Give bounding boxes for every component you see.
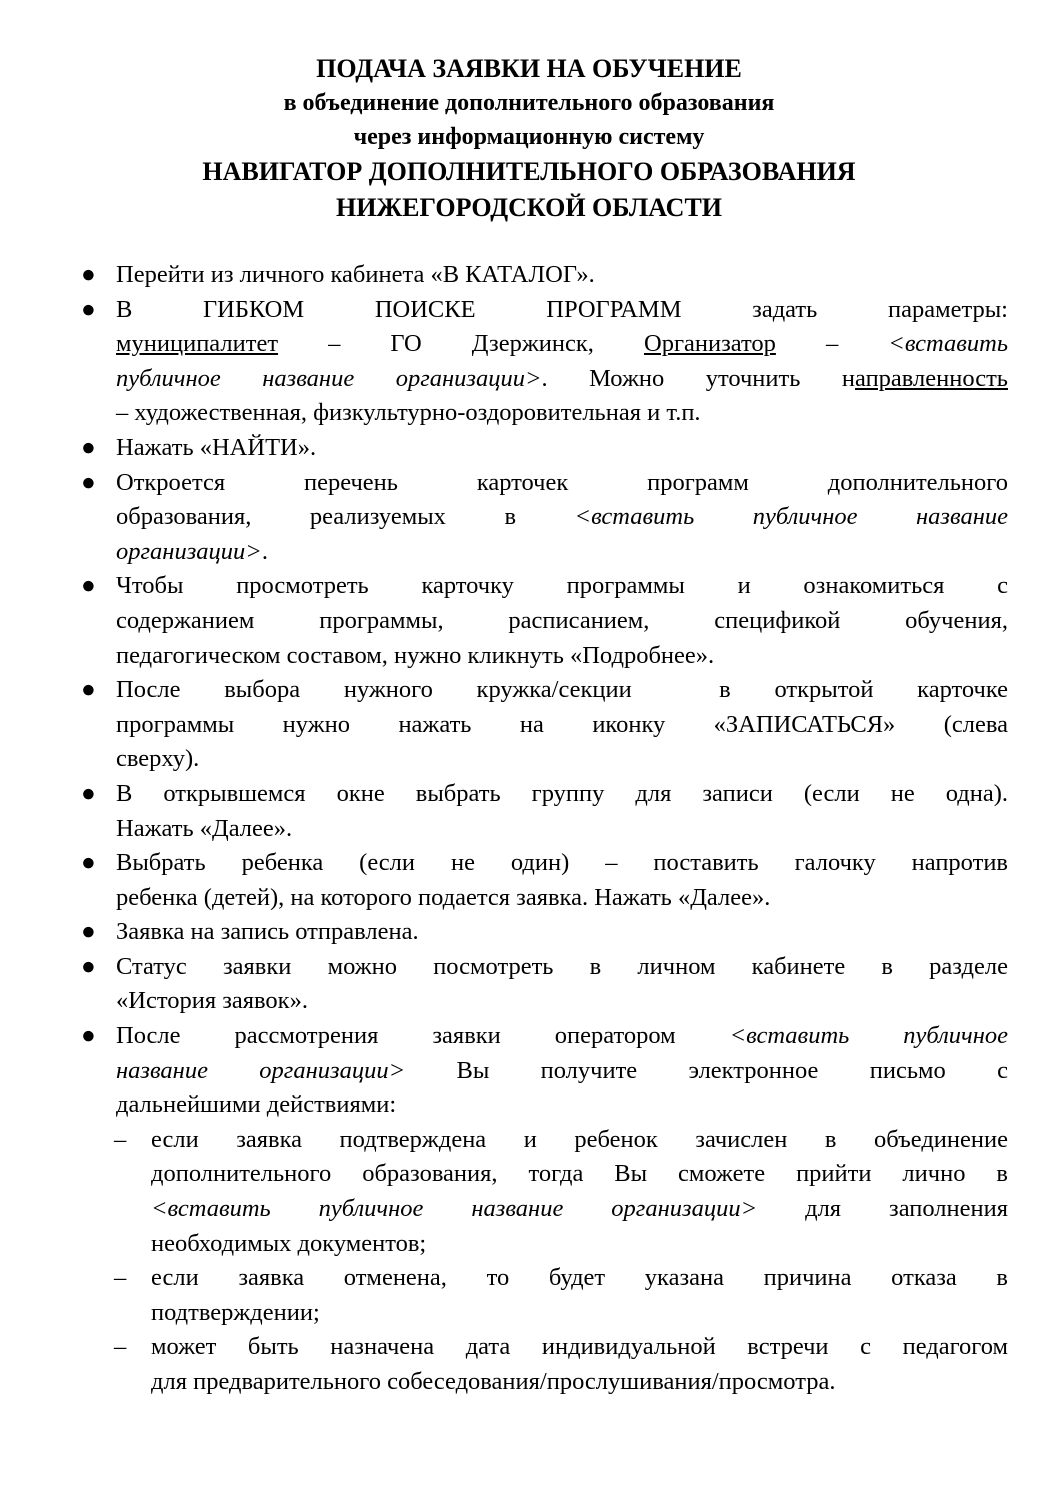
step-11: [80, 1019, 1008, 1123]
placeholder-text: название организации>: [116, 1056, 406, 1084]
step-text: Перейти из личного кабинета «В КАТАЛОГ».: [116, 261, 595, 288]
bullet-icon: ●: [81, 676, 96, 704]
placeholder-text: <вставить публичное: [729, 1022, 1008, 1050]
direction-label: аправленность: [855, 364, 1008, 392]
step-text: образования, реализуемых в <вставить публичное название: [116, 503, 1008, 531]
sub-item-text: может быть назначена дата индивидуальной встречи с педагогом: [151, 1333, 1008, 1361]
sub-item-text: если заявка подтверждена и ребенок зачислен в объединение: [151, 1125, 1008, 1153]
sub-item-text: дополнительного образования, тогда Вы сможете прийти лично в: [151, 1160, 1008, 1188]
instructions-list: [80, 258, 1008, 1400]
bullet-icon: ●: [81, 433, 96, 461]
step-text: ребенка (детей), на которого подается заявка. Нажать «Далее».: [116, 883, 771, 911]
sub-item-text: если заявка отменена, то будет указана причина отказа в: [151, 1264, 1008, 1292]
title-line-4: НАВИГАТОР ДОПОЛНИТЕЛЬНОГО ОБРАЗОВАНИЯ: [202, 157, 856, 186]
bullet-icon: ●: [81, 468, 96, 496]
step-text: В открывшемся окне выбрать группу для записи (если не одна).: [116, 779, 1008, 807]
step-text: После выбора нужного кружка/секции в открытой карточке: [116, 676, 1008, 704]
step-text: Выбрать ребенка (если не один) – поставить галочку напротив: [116, 849, 1008, 877]
bullet-icon: ●: [81, 261, 96, 288]
step-text: После рассмотрения заявки оператором <вставить публичное: [116, 1022, 1008, 1050]
step-text: организации>.: [116, 537, 268, 565]
bullet-icon: ●: [81, 1022, 96, 1050]
organizer-label: Организатор: [644, 330, 776, 358]
step-text: Чтобы просмотреть карточку программы и ознакомиться с: [116, 572, 1008, 600]
title-line-3: через информационную систему: [353, 124, 705, 150]
bullet-icon: ●: [81, 572, 96, 600]
title-line-5: НИЖЕГОРОДСКОЙ ОБЛАСТИ: [335, 193, 723, 222]
step-9: [80, 915, 1008, 950]
step-text: муниципалитет – ГО Дзержинск, Организатор – <вставить: [116, 330, 1008, 358]
bullet-icon: ●: [81, 779, 96, 807]
dash-icon: –: [114, 1333, 127, 1361]
sub-item-meeting: [80, 1330, 1008, 1399]
step-3: [80, 431, 1008, 466]
step-text: – художественная, физкультурно-оздоровительная и т.п.: [116, 399, 701, 427]
sub-item-text: <вставить публичное название организации> для заполнения: [151, 1195, 1009, 1223]
sub-item-text: необходимых документов;: [151, 1229, 427, 1257]
placeholder-text: <вставить: [888, 330, 1008, 358]
step-5: [80, 569, 1008, 673]
sub-item-cancelled: [80, 1261, 1008, 1330]
step-2: [80, 293, 1008, 431]
step-text: дальнейшими действиями:: [116, 1091, 397, 1119]
step-text: название организации> Вы получите электронное письмо с: [116, 1056, 1009, 1084]
dash-icon: –: [114, 1264, 127, 1292]
step-text: публичное название организации>. Можно уточнить направленность: [116, 364, 1008, 392]
bullet-icon: ●: [81, 849, 96, 877]
step-4: [80, 466, 1008, 570]
step-text: В ГИБКОМ ПОИСКЕ ПРОГРАММ задать параметры:: [116, 295, 1008, 323]
step-text: педагогическом составом, нужно кликнуть «Подробнее».: [116, 641, 715, 669]
placeholder-text: <вставить публичное название организации>: [151, 1195, 758, 1223]
document-header: [0, 52, 1058, 226]
bullet-icon: ●: [81, 918, 96, 946]
step-text: Статус заявки можно посмотреть в личном кабинете в разделе: [116, 952, 1008, 980]
step-text: содержанием программы, расписанием, спецификой обучения,: [116, 606, 1008, 634]
step-text: Нажать «НАЙТИ».: [116, 433, 317, 461]
step-6: [80, 673, 1008, 777]
placeholder-text: организации>: [116, 537, 262, 565]
bullet-icon: ●: [81, 952, 96, 980]
municipality-label: муниципалитет: [116, 330, 279, 358]
step-text: Заявка на запись отправлена.: [116, 918, 419, 946]
sub-item-text: подтверждении;: [151, 1298, 320, 1326]
step-7: [80, 777, 1008, 846]
step-10: [80, 950, 1008, 1019]
bullet-icon: ●: [81, 295, 96, 323]
step-text: Нажать «Далее».: [116, 814, 293, 842]
step-text: «История заявок».: [116, 987, 308, 1015]
sub-item-confirmed: [80, 1123, 1008, 1261]
title-line-1: ПОДАЧА ЗАЯВКИ НА ОБУЧЕНИЕ: [316, 54, 742, 83]
title-line-2: в объединение дополнительного образования: [283, 90, 775, 116]
step-text: программы нужно нажать на иконку «ЗАПИСАТЬСЯ» (слева: [116, 710, 1008, 738]
sub-item-text: для предварительного собеседования/прослушивания/просмотра.: [151, 1368, 836, 1395]
dash-icon: –: [114, 1125, 127, 1153]
placeholder-text: публичное название организации>: [116, 364, 542, 392]
step-text: Откроется перечень карточек программ дополнительного: [116, 468, 1008, 496]
step-text: сверху).: [116, 745, 200, 773]
step-1: [80, 258, 1008, 293]
step-8: [80, 846, 1008, 915]
placeholder-text: <вставить публичное название: [574, 503, 1008, 531]
